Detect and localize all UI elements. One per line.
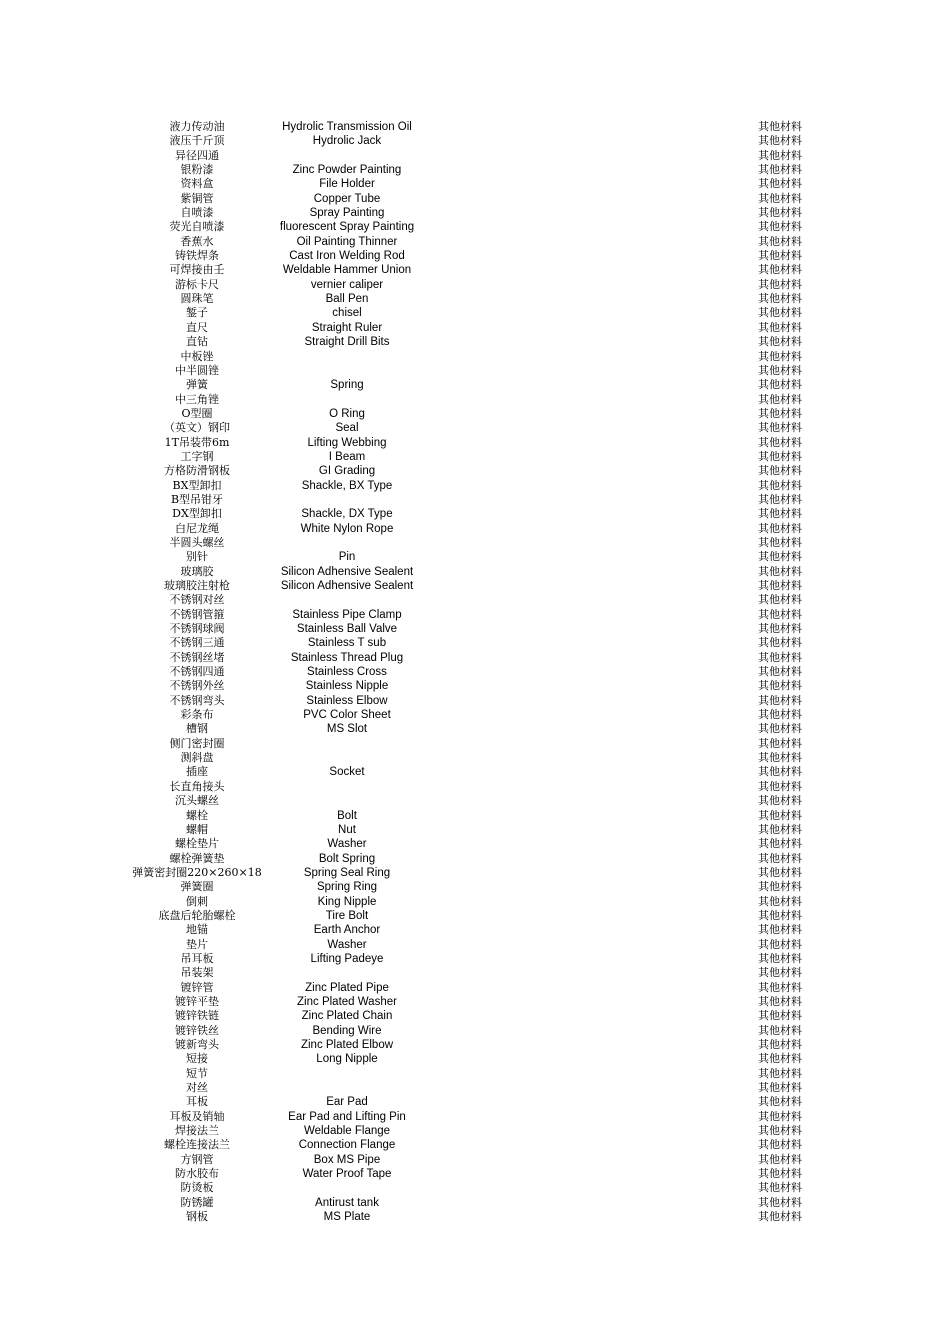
table-row — [0, 464, 950, 478]
table-row — [0, 235, 950, 249]
chinese-name-cell: 弹簧 — [186, 378, 208, 392]
category-cell: 其他材料 — [758, 808, 802, 822]
chinese-name-cell: 镀锌铁丝 — [175, 1023, 219, 1037]
chinese-name-cell: 槽钢 — [186, 722, 208, 736]
table-row — [0, 780, 950, 794]
chinese-name-cell: （英文）钢印 — [164, 421, 230, 435]
chinese-name-cell: DX型卸扣 — [172, 507, 222, 521]
table-row — [0, 995, 950, 1009]
english-name-cell: Stainless T sub — [307, 637, 387, 650]
chinese-name-cell: 可焊接由壬 — [169, 263, 225, 277]
chinese-name-cell: 圆珠笔 — [180, 292, 214, 306]
chinese-name-cell: 不锈钢管箍 — [169, 607, 225, 621]
chinese-name-cell: 测斜盘 — [180, 751, 214, 765]
chinese-name-cell: 吊耳板 — [180, 951, 214, 965]
chinese-name-cell: 资料盒 — [180, 177, 214, 191]
table-row — [0, 1052, 950, 1066]
english-name-cell: Washer — [327, 838, 367, 851]
english-name-cell: Zinc Plated Washer — [297, 995, 397, 1008]
english-name-cell: Zinc Plated Elbow — [300, 1039, 394, 1051]
table-row — [0, 550, 950, 564]
category-cell: 其他材料 — [758, 1195, 802, 1209]
table-row — [0, 249, 950, 263]
category-cell: 其他材料 — [758, 1109, 802, 1123]
table-row — [0, 1067, 950, 1081]
table-row — [0, 636, 950, 650]
table-row — [0, 1196, 950, 1210]
english-name-cell: MS Plate — [323, 1211, 371, 1224]
category-cell: 其他材料 — [758, 779, 802, 793]
category-cell: 其他材料 — [758, 220, 802, 234]
chinese-name-cell: 底盘后轮胎螺栓 — [158, 908, 236, 922]
table-row — [0, 765, 950, 779]
chinese-name-cell: 防水胶布 — [175, 1167, 219, 1181]
category-cell: 其他材料 — [758, 564, 802, 578]
table-row — [0, 436, 950, 450]
chinese-name-cell: 彩条布 — [180, 708, 214, 722]
chinese-name-cell: 焊接法兰 — [175, 1124, 219, 1138]
table-row — [0, 665, 950, 679]
chinese-name-cell: 不锈钢三通 — [169, 636, 225, 650]
table-row — [0, 1167, 950, 1181]
category-cell: 其他材料 — [758, 1066, 802, 1080]
category-cell: 其他材料 — [758, 908, 802, 922]
category-cell: 其他材料 — [758, 263, 802, 277]
category-cell: 其他材料 — [758, 363, 802, 377]
category-cell: 其他材料 — [758, 1152, 802, 1166]
chinese-name-cell: 异径四通 — [175, 148, 219, 162]
category-cell: 其他材料 — [758, 349, 802, 363]
english-name-cell: Bolt — [337, 809, 357, 822]
table-row — [0, 923, 950, 937]
table-row — [0, 895, 950, 909]
english-name-cell: Stainless Thread Plug — [290, 651, 404, 664]
english-name-cell: Lifting Webbing — [307, 436, 387, 449]
english-name-cell: Earth Anchor — [313, 924, 381, 937]
category-cell: 其他材料 — [758, 794, 802, 808]
table-row — [0, 321, 950, 335]
english-name-cell: White Nylon Rope — [300, 522, 394, 535]
category-cell: 其他材料 — [758, 593, 802, 607]
table-row — [0, 866, 950, 880]
chinese-name-cell: 镀锌管 — [180, 980, 214, 994]
english-name-cell: Silicon Adhensive Sealent — [280, 580, 414, 592]
table-row — [0, 364, 950, 378]
chinese-name-cell: 紫铜管 — [180, 191, 214, 205]
chinese-name-cell: 中三角锉 — [175, 392, 219, 406]
chinese-name-cell: 不锈钢对丝 — [169, 593, 225, 607]
table-row — [0, 493, 950, 507]
category-cell: 其他材料 — [758, 693, 802, 707]
english-name-cell: Shackle, DX Type — [301, 508, 393, 521]
material-list — [0, 120, 950, 1224]
table-row — [0, 1110, 950, 1124]
category-cell: 其他材料 — [758, 679, 802, 693]
category-cell: 其他材料 — [758, 865, 802, 879]
table-row — [0, 378, 950, 392]
category-cell: 其他材料 — [758, 521, 802, 535]
chinese-name-cell: 插座 — [186, 765, 208, 779]
table-row — [0, 450, 950, 464]
chinese-name-cell: 半圆头螺丝 — [169, 535, 225, 549]
table-row — [0, 479, 950, 493]
english-name-cell: I Beam — [328, 450, 366, 463]
table-row — [0, 1124, 950, 1138]
chinese-name-cell: 錾子 — [186, 306, 208, 320]
chinese-name-cell: 防烫板 — [180, 1181, 214, 1195]
chinese-name-cell: 玻璃胶注射枪 — [164, 579, 230, 592]
category-cell: 其他材料 — [758, 535, 802, 549]
english-name-cell: Zinc Powder Painting — [292, 164, 402, 177]
category-cell: 其他材料 — [758, 550, 802, 564]
table-row — [0, 622, 950, 636]
category-cell: 其他材料 — [758, 1167, 802, 1181]
category-cell: 其他材料 — [758, 1009, 802, 1023]
table-row — [0, 852, 950, 866]
english-name-cell: Cast Iron Welding Rod — [289, 250, 405, 263]
category-cell: 其他材料 — [758, 306, 802, 320]
table-row — [0, 1138, 950, 1152]
chinese-name-cell: 吊装架 — [180, 966, 214, 980]
table-row — [0, 206, 950, 220]
category-cell: 其他材料 — [758, 994, 802, 1008]
chinese-name-cell: B型吊钳牙 — [170, 492, 224, 506]
category-cell: 其他材料 — [758, 277, 802, 291]
table-row — [0, 751, 950, 765]
chinese-name-cell: 方格防滑钢板 — [164, 464, 230, 478]
chinese-name-cell: 不锈钢球阀 — [169, 622, 225, 636]
category-cell: 其他材料 — [758, 1138, 802, 1152]
english-name-cell: Zinc Plated Chain — [301, 1010, 393, 1023]
category-cell: 其他材料 — [758, 980, 802, 994]
chinese-name-cell: 不锈钢丝堵 — [169, 650, 225, 664]
category-cell: 其他材料 — [758, 148, 802, 162]
category-cell: 其他材料 — [758, 163, 802, 177]
category-cell: 其他材料 — [758, 665, 802, 679]
chinese-name-cell: 白尼龙绳 — [175, 521, 219, 535]
english-name-cell: Stainless Cross — [307, 666, 387, 679]
chinese-name-cell: O型圈 — [181, 406, 213, 420]
english-name-cell: Spray Painting — [309, 207, 385, 220]
english-name-cell: Stainless Pipe Clamp — [292, 608, 402, 621]
category-cell: 其他材料 — [758, 206, 802, 220]
english-name-cell: O Ring — [329, 407, 365, 420]
table-row — [0, 1181, 950, 1195]
category-cell: 其他材料 — [758, 622, 802, 636]
chinese-name-cell: 镀锌平垫 — [175, 994, 219, 1008]
category-cell: 其他材料 — [758, 392, 802, 406]
english-name-cell: File Holder — [319, 178, 375, 191]
chinese-name-cell: 弹簧密封圈220×260×18 — [132, 865, 262, 879]
english-name-cell: Bolt Spring — [318, 852, 376, 865]
chinese-name-cell: 液压千斤顶 — [169, 134, 225, 148]
table-row — [0, 1081, 950, 1095]
english-name-cell: Stainless Nipple — [305, 680, 389, 693]
table-row — [0, 393, 950, 407]
table-row — [0, 421, 950, 435]
category-cell: 其他材料 — [758, 1023, 802, 1037]
category-cell: 其他材料 — [758, 607, 802, 621]
table-row — [0, 306, 950, 320]
chinese-name-cell: 不锈钢四通 — [169, 665, 225, 679]
chinese-name-cell: 倒刺 — [186, 894, 208, 908]
english-name-cell: fluorescent Spray Painting — [279, 221, 415, 234]
english-name-cell: vernier caliper — [310, 278, 384, 291]
category-cell: 其他材料 — [758, 234, 802, 248]
category-cell: 其他材料 — [758, 837, 802, 851]
chinese-name-cell: 短节 — [186, 1066, 208, 1080]
english-name-cell: Spring Ring — [316, 881, 378, 894]
category-cell: 其他材料 — [758, 951, 802, 965]
table-row — [0, 651, 950, 665]
table-row — [0, 794, 950, 808]
table-row — [0, 335, 950, 349]
table-row — [0, 350, 950, 364]
english-name-cell: Copper Tube — [313, 192, 381, 205]
category-cell: 其他材料 — [758, 851, 802, 865]
chinese-name-cell: 螺栓 — [186, 808, 208, 822]
chinese-name-cell: 铸铁焊条 — [175, 249, 219, 263]
english-name-cell: Pin — [338, 551, 356, 564]
chinese-name-cell: 玻璃胶 — [180, 564, 214, 578]
chinese-name-cell: 对丝 — [186, 1081, 208, 1095]
category-cell: 其他材料 — [758, 650, 802, 664]
english-name-cell: Stainless Elbow — [306, 694, 388, 707]
chinese-name-cell: 中半圆锉 — [175, 363, 219, 377]
table-row — [0, 407, 950, 421]
chinese-name-cell: 1T吊装带6m — [164, 435, 230, 449]
chinese-name-cell: 不锈钢弯头 — [169, 693, 225, 707]
table-row — [0, 507, 950, 521]
chinese-name-cell: 自喷漆 — [180, 206, 214, 220]
english-name-cell: Stainless Ball Valve — [296, 623, 398, 636]
english-name-cell: chisel — [332, 307, 362, 320]
table-row — [0, 579, 950, 593]
chinese-name-cell: 游标卡尺 — [175, 277, 219, 291]
table-row — [0, 177, 950, 191]
table-row — [0, 966, 950, 980]
chinese-name-cell: 银粉漆 — [180, 163, 214, 177]
table-row — [0, 1024, 950, 1038]
category-cell: 其他材料 — [758, 708, 802, 722]
table-row — [0, 1038, 950, 1052]
chinese-name-cell: 镀新弯头 — [175, 1038, 219, 1051]
table-row — [0, 938, 950, 952]
english-name-cell: Hydrolic Transmission Oil — [282, 121, 412, 133]
table-row — [0, 837, 950, 851]
table-row — [0, 1153, 950, 1167]
english-name-cell: Box MS Pipe — [313, 1153, 381, 1166]
english-name-cell: Long Nipple — [316, 1053, 378, 1066]
table-row — [0, 694, 950, 708]
table-row — [0, 536, 950, 550]
table-row — [0, 737, 950, 751]
category-cell: 其他材料 — [758, 335, 802, 349]
english-name-cell: Ball Pen — [325, 293, 369, 306]
category-cell: 其他材料 — [758, 1081, 802, 1095]
chinese-name-cell: 耳板及销轴 — [169, 1109, 225, 1123]
english-name-cell: Straight Ruler — [311, 321, 383, 334]
table-row — [0, 149, 950, 163]
chinese-name-cell: 工字钢 — [180, 449, 214, 463]
chinese-name-cell: 中板锉 — [180, 349, 214, 363]
english-name-cell: Spring Seal Ring — [303, 866, 391, 879]
table-row — [0, 1095, 950, 1109]
table-row — [0, 565, 950, 579]
chinese-name-cell: 螺栓垫片 — [175, 837, 219, 851]
chinese-name-cell: 短接 — [186, 1052, 208, 1066]
category-cell: 其他材料 — [758, 134, 802, 148]
chinese-name-cell: 方钢管 — [180, 1152, 214, 1166]
english-name-cell: Bending Wire — [312, 1024, 382, 1037]
table-row — [0, 220, 950, 234]
chinese-name-cell: 地锚 — [186, 923, 208, 937]
table-row — [0, 679, 950, 693]
chinese-name-cell: 长直角接头 — [169, 779, 225, 793]
english-name-cell: Hydrolic Jack — [312, 135, 382, 148]
english-name-cell: MS Slot — [326, 723, 368, 736]
chinese-name-cell: 螺帽 — [186, 822, 208, 836]
english-name-cell: Socket — [329, 766, 365, 779]
chinese-name-cell: 荧光自喷漆 — [169, 220, 225, 234]
english-name-cell: Nut — [338, 823, 356, 836]
chinese-name-cell: 螺栓弹簧垫 — [169, 851, 225, 865]
english-name-cell: Ear Pad and Lifting Pin — [288, 1110, 406, 1123]
table-row — [0, 1009, 950, 1023]
category-cell: 其他材料 — [758, 636, 802, 650]
chinese-name-cell: 耳板 — [186, 1095, 208, 1109]
table-row — [0, 722, 950, 736]
category-cell: 其他材料 — [758, 751, 802, 765]
table-row — [0, 909, 950, 923]
table-row — [0, 192, 950, 206]
category-cell: 其他材料 — [758, 1095, 802, 1109]
table-row — [0, 163, 950, 177]
chinese-name-cell: 不锈钢外丝 — [169, 679, 225, 693]
category-cell: 其他材料 — [758, 421, 802, 435]
table-row — [0, 278, 950, 292]
english-name-cell: Lifting Padeye — [310, 952, 384, 965]
table-row — [0, 134, 950, 148]
category-cell: 其他材料 — [758, 191, 802, 205]
english-name-cell: Tire Bolt — [325, 909, 369, 922]
table-row — [0, 981, 950, 995]
chinese-name-cell: 直钻 — [186, 335, 208, 349]
english-name-cell: Connection Flange — [298, 1139, 396, 1152]
table-row — [0, 292, 950, 306]
chinese-name-cell: 螺栓连接法兰 — [164, 1138, 230, 1152]
table-row — [0, 120, 950, 134]
english-name-cell: Shackle, BX Type — [301, 479, 393, 492]
chinese-name-cell: 液力传动油 — [169, 120, 225, 133]
english-name-cell: Ear Pad — [326, 1096, 368, 1109]
category-cell: 其他材料 — [758, 1181, 802, 1195]
category-cell: 其他材料 — [758, 822, 802, 836]
table-row — [0, 522, 950, 536]
chinese-name-cell: 垫片 — [186, 937, 208, 951]
category-cell: 其他材料 — [758, 292, 802, 306]
english-name-cell: Spring — [330, 379, 364, 392]
english-name-cell: Water Proof Tape — [302, 1168, 392, 1181]
category-cell: 其他材料 — [758, 1124, 802, 1138]
category-cell: 其他材料 — [758, 923, 802, 937]
category-cell: 其他材料 — [758, 507, 802, 521]
category-cell: 其他材料 — [758, 320, 802, 334]
table-row — [0, 1210, 950, 1224]
chinese-name-cell: 防锈罐 — [180, 1195, 214, 1209]
table-row — [0, 593, 950, 607]
category-cell: 其他材料 — [758, 435, 802, 449]
category-cell: 其他材料 — [758, 894, 802, 908]
category-cell: 其他材料 — [758, 249, 802, 263]
category-cell: 其他材料 — [758, 449, 802, 463]
english-name-cell: Washer — [327, 938, 367, 951]
category-cell: 其他材料 — [758, 765, 802, 779]
table-row — [0, 809, 950, 823]
english-name-cell: Oil Painting Thinner — [296, 235, 398, 248]
category-cell: 其他材料 — [758, 966, 802, 980]
chinese-name-cell: 直尺 — [186, 320, 208, 334]
english-name-cell: Seal — [335, 422, 359, 435]
category-cell: 其他材料 — [758, 120, 802, 133]
english-name-cell: Weldable Hammer Union — [282, 264, 412, 277]
category-cell: 其他材料 — [758, 177, 802, 191]
english-name-cell: Silicon Adhensive Sealent — [280, 565, 414, 578]
english-name-cell: Zinc Plated Pipe — [305, 981, 389, 994]
category-cell: 其他材料 — [758, 1038, 802, 1051]
english-name-cell: PVC Color Sheet — [303, 709, 391, 722]
table-row — [0, 708, 950, 722]
chinese-name-cell: BX型卸扣 — [172, 478, 222, 492]
category-cell: 其他材料 — [758, 464, 802, 478]
chinese-name-cell: 香蕉水 — [180, 234, 214, 248]
chinese-name-cell: 钢板 — [186, 1210, 208, 1224]
table-row — [0, 952, 950, 966]
category-cell: 其他材料 — [758, 736, 802, 750]
chinese-name-cell: 弹簧圈 — [180, 880, 214, 894]
table-row — [0, 823, 950, 837]
english-name-cell: King Nipple — [317, 895, 377, 908]
category-cell: 其他材料 — [758, 1210, 802, 1224]
chinese-name-cell: 镀锌铁链 — [175, 1009, 219, 1023]
category-cell: 其他材料 — [758, 579, 802, 592]
table-row — [0, 608, 950, 622]
category-cell: 其他材料 — [758, 406, 802, 420]
english-name-cell: Weldable Flange — [303, 1125, 391, 1138]
category-cell: 其他材料 — [758, 492, 802, 506]
category-cell: 其他材料 — [758, 1052, 802, 1066]
table-row — [0, 880, 950, 894]
chinese-name-cell: 侧门密封圈 — [169, 736, 225, 750]
table-row — [0, 263, 950, 277]
category-cell: 其他材料 — [758, 378, 802, 392]
english-name-cell: Straight Drill Bits — [304, 336, 390, 349]
category-cell: 其他材料 — [758, 478, 802, 492]
english-name-cell: GI Grading — [318, 465, 376, 478]
chinese-name-cell: 别针 — [186, 550, 208, 564]
english-name-cell: Antirust tank — [315, 1196, 379, 1209]
category-cell: 其他材料 — [758, 880, 802, 894]
category-cell: 其他材料 — [758, 937, 802, 951]
chinese-name-cell: 沉头螺丝 — [175, 794, 219, 808]
category-cell: 其他材料 — [758, 722, 802, 736]
